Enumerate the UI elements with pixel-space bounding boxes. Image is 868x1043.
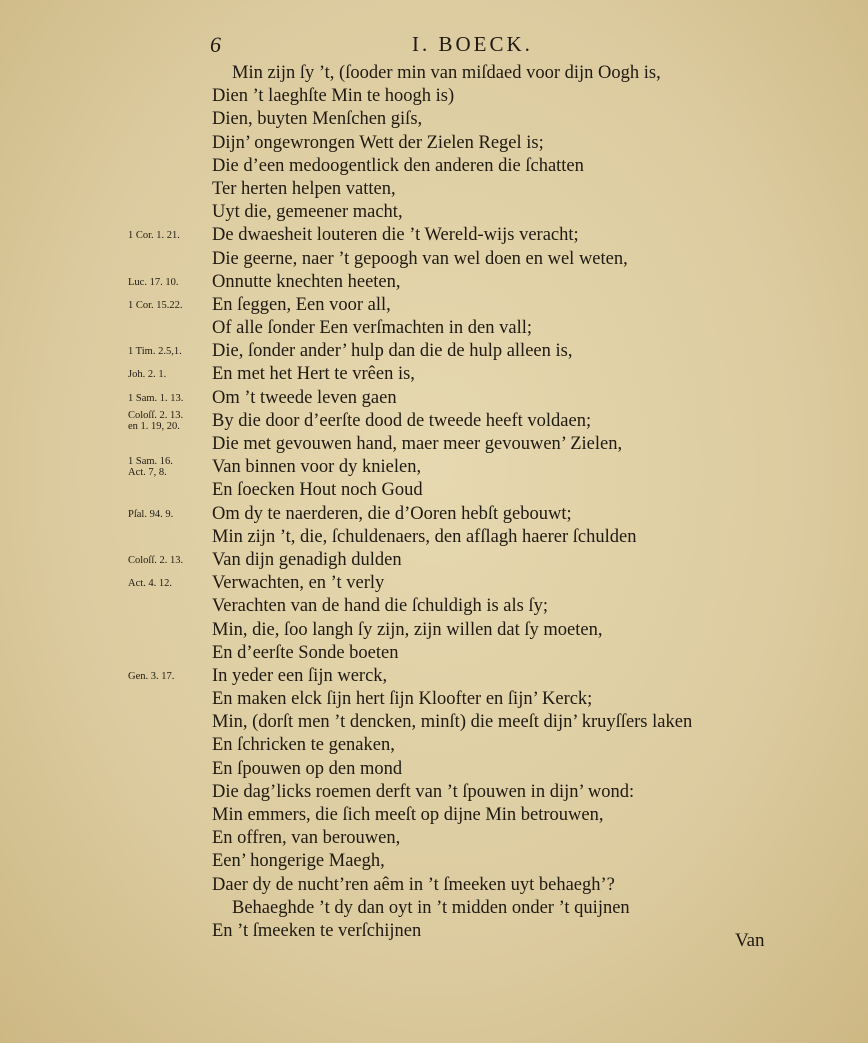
verse-text: En ſchricken te genaken, [212,735,395,756]
page-header [0,30,868,60]
verse-line [0,595,868,618]
margin-note: Joh. 2. 1. [128,369,167,381]
verse-text: Min emmers, die ſich meeſt op dijne Min betrouwen, [212,805,604,825]
verse-text: Van binnen voor dy knielen, [212,457,422,478]
verse-line [0,456,868,479]
verse-text: Min zijn ’t, die, ſchuldenaers, den afſlagh haerer ſchulden [212,526,637,547]
verse-line [0,897,868,920]
verse-text: By die door d’eerſte dood de tweede heeft voldaen; [212,410,592,431]
verse-text: Onnutte knechten heeten, [212,271,401,292]
verse-text: En ſoecken Hout noch Goud [212,480,423,501]
verse-line [0,503,868,526]
verse-text: En d’eerſte Sonde boeten [212,642,399,663]
verse-line [0,619,868,642]
verse-text: Uyt die, gemeener macht, [212,202,403,223]
verse-line [0,224,868,247]
verse-text: Van dijn genadigh dulden [212,549,402,570]
margin-note: 1 Cor. 1. 21. [128,230,180,242]
verse-text: En ſpouwen op den mond [212,758,403,779]
verse-line [0,387,868,410]
verse-text: In yeder een ſijn werck, [212,665,388,686]
verse-line [0,711,868,734]
verse-text: Of alle ſonder Een verſmachten in den vall; [212,318,533,339]
margin-note: 1 Sam. 16. Act. 7, 8. [128,456,173,479]
verse-line [0,850,868,873]
page-number: 6 [210,32,221,57]
verse-line [0,410,868,433]
verse-text: Die d’een medoogentlick den anderen die ſchatten [212,155,584,176]
verse-line [0,665,868,688]
verse-line [0,294,868,317]
verse-text: Die, ſonder ander’ hulp dan die de hulp alleen is, [212,341,573,362]
verse-line [0,572,868,595]
verse-text: En ſeggen, Een voor all, [212,294,391,315]
verse-text: Verwachten, en ’t verly [212,573,385,594]
margin-note: Act. 4. 12. [128,578,173,590]
verse-line [0,804,868,827]
verse-text: Ter herten helpen vatten, [212,178,396,199]
verse-text: Om ’t tweede leven gaen [212,387,397,408]
verse-line [0,340,868,363]
verse-line [0,155,868,178]
verse-line [0,433,868,456]
verse-text: Min zijn ſy ’t, (ſooder min van miſdaed voor dijn Oogh is, [232,63,661,83]
verse-text: Behaeghde ’t dy dan oyt in ’t midden onder ’t quijnen [232,897,630,918]
verse-line [0,62,868,85]
margin-note: Coloſſ. 2. 13. en 1. 19, 20. [128,409,184,432]
verse-block [0,62,868,943]
verse-line [0,874,868,897]
verse-line [0,248,868,271]
verse-line [0,479,868,502]
verse-text: En maken elck ſijn hert ſijn Kloofter en ſijn’ Kerck; [212,689,593,710]
verse-line [0,317,868,340]
margin-note: Gen. 3. 17. [128,670,175,682]
verse-line [0,201,868,224]
verse-text: En offren, van berouwen, [212,828,401,849]
verse-line [0,827,868,850]
verse-text: Om dy te naerderen, die d’Ooren hebſt gebouwt; [212,503,572,524]
verse-text: En met het Hert te vrêen is, [212,364,415,385]
verse-line [0,108,868,131]
verse-text: Daer dy de nucht’ren aêm in ’t ſmeeken uyt behaegh’? [212,874,615,895]
running-head: I. BOECK. [412,32,533,56]
verse-line [0,85,868,108]
verse-text: En ’t ſmeeken te verſchijnen [212,920,422,941]
verse-text: Min, (dorſt men ’t dencken, minſt) die meeſt dijn’ kruyſſers laken [212,712,693,733]
verse-line [0,549,868,572]
verse-line [0,178,868,201]
verse-text: Een’ hongerige Maegh, [212,851,385,872]
verse-line [0,642,868,665]
margin-note: 1 Cor. 15.22. [128,299,183,311]
margin-note: Luc. 17. 10. [128,276,179,288]
verse-line [0,363,868,386]
margin-note: Coloſſ. 2. 13. [128,554,184,566]
verse-text: Dien, buyten Menſchen giſs, [212,109,423,130]
verse-text: Dien ’t laeghſte Min te hoogh is) [212,86,455,107]
margin-note: 1 Tim. 2.5,1. [128,346,182,358]
verse-text: Verachten van de hand die ſchuldigh is als ſy; [212,596,548,617]
verse-line [0,132,868,155]
verse-line [0,758,868,781]
verse-text: Die dag’licks roemen derft van ’t ſpouwen in dijn’ wond: [212,781,635,802]
verse-line [0,734,868,757]
verse-text: Dijn’ ongewrongen Wett der Zielen Regel is; [212,132,544,153]
margin-note: 1 Sam. 1. 13. [128,392,184,404]
verse-text: De dwaesheit louteren die ’t Wereld-wijs veracht; [212,225,579,246]
verse-text: Die geerne, naer ’t gepoogh van wel doen en wel weten, [212,248,628,269]
catchword: Van [735,930,765,951]
verse-line [0,526,868,549]
verse-line [0,271,868,294]
verse-line [0,781,868,804]
verse-text: Min, die, ſoo langh ſy zijn, zijn willen dat ſy moeten, [212,619,603,640]
verse-text: Die met gevouwen hand, maer meer gevouwen’ Zielen, [212,434,623,454]
verse-line [0,688,868,711]
margin-note: Pſal. 94. 9. [128,508,174,520]
